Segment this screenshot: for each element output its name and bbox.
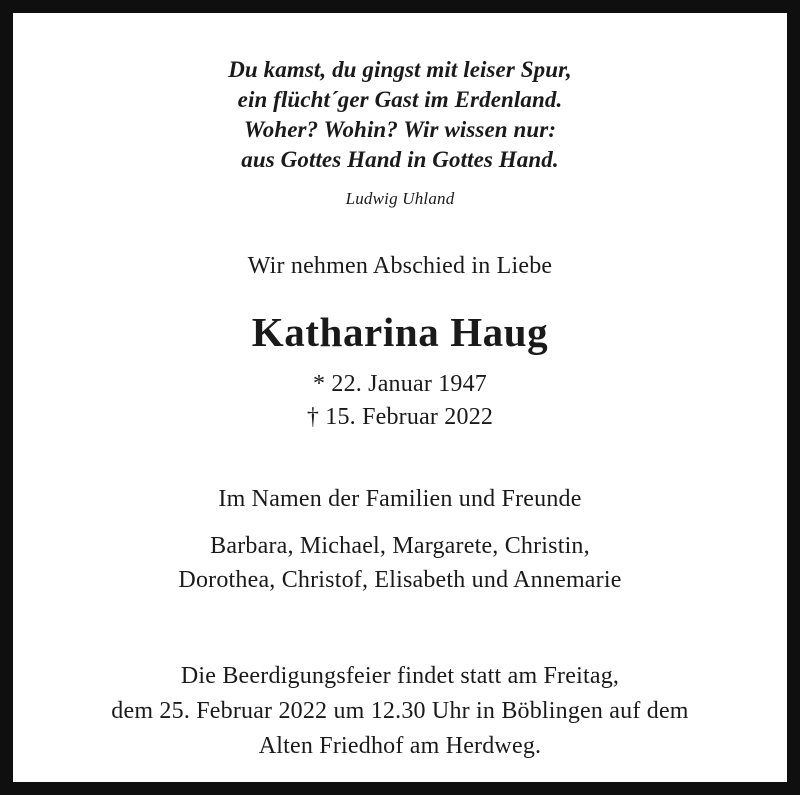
family-line: Dorothea, Christof, Elisabeth und Annemarie xyxy=(178,567,622,593)
poem-line: Du kamst, du gingst mit leiser Spur, xyxy=(228,57,572,82)
family-names xyxy=(53,529,747,597)
poem-line: Woher? Wohin? Wir wissen nur: xyxy=(243,117,557,142)
poem-line: ein flücht´ger Gast im Erdenland. xyxy=(237,87,563,112)
farewell-text: Wir nehmen Abschied in Liebe xyxy=(247,253,553,279)
family-intro: Im Namen der Familien und Freunde xyxy=(218,486,582,512)
poem-block xyxy=(53,55,747,209)
poem-author: Ludwig Uhland xyxy=(345,189,455,208)
family-line: Barbara, Michael, Margarete, Christin, xyxy=(210,533,590,559)
ceremony-line: Die Beerdigungsfeier findet statt am Freitag, xyxy=(180,663,620,689)
ceremony-line: Alten Friedhof am Herdweg. xyxy=(258,733,542,759)
life-dates xyxy=(53,368,747,434)
deceased-name: Katharina Haug xyxy=(251,309,549,355)
ceremony-line: dem 25. Februar 2022 um 12.30 Uhr in Böblingen auf dem xyxy=(111,698,689,724)
birth-date: * 22. Januar 1947 xyxy=(312,371,488,397)
ceremony-details xyxy=(53,659,747,764)
poem-line: aus Gottes Hand in Gottes Hand. xyxy=(241,147,559,172)
death-date: † 15. Februar 2022 xyxy=(306,404,494,430)
